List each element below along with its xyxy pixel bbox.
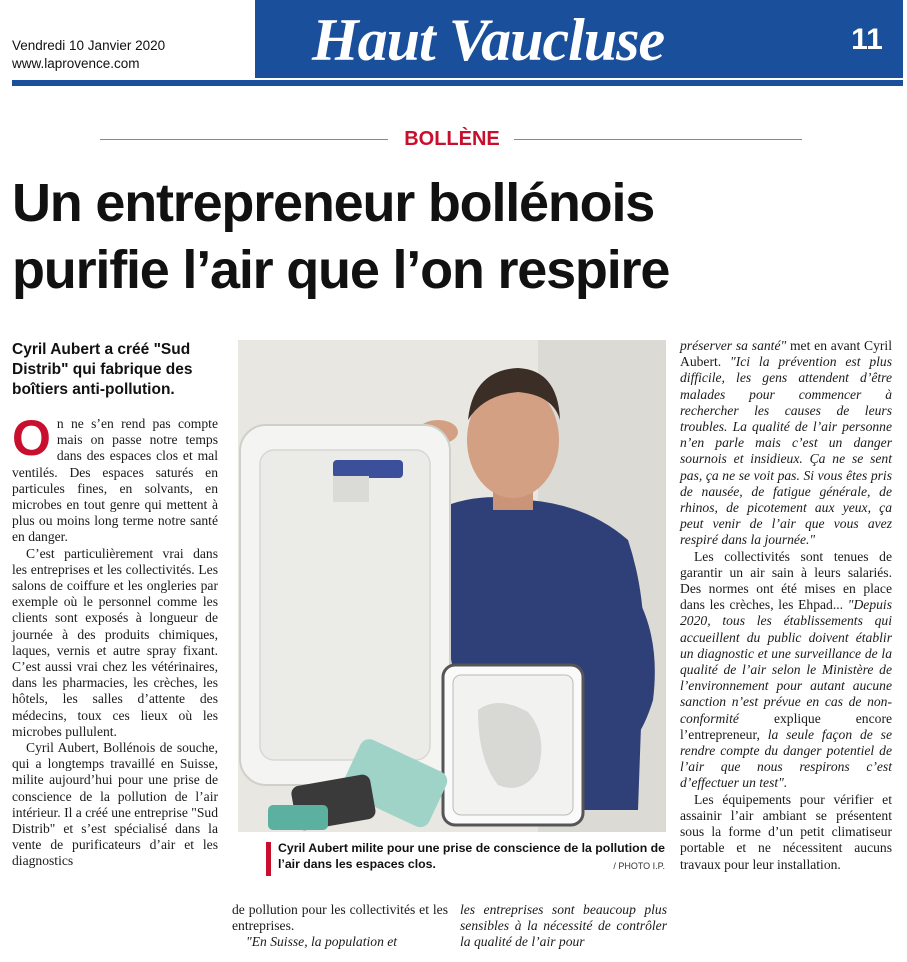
paragraph: Les collectivités sont tenues de garantir un air sain à leurs salariés. Des normes ont été mises en place dans les crèches, les Ehpad... "Depuis 2020, tous les établissements qui accueillent du public doivent établir un diagnostic et une surveillance de la qualité de l’air selon le Ministère de l’environnement pour autant aucune sanction n’est prévue en cas de non-conformité explique encore l’entrepreneur, la seule façon de se rendre compte du danger potentiel de l’air que nous respirons c’est d’effectuer un test". bbox=[680, 548, 892, 791]
section-rule-right bbox=[514, 139, 802, 140]
body-column-2 bbox=[232, 902, 448, 951]
section-rule-left bbox=[100, 139, 388, 140]
paragraph: "En Suisse, la population et bbox=[246, 934, 398, 950]
page-number: 11 bbox=[851, 23, 883, 56]
edition-title: Haut Vaucluse bbox=[312, 7, 665, 73]
standfirst: Cyril Aubert a créé "Sud Distrib" qui fabrique des boîtiers anti-pollution. bbox=[12, 341, 193, 398]
section-label: BOLLÈNE bbox=[404, 128, 500, 150]
masthead-rule bbox=[12, 80, 903, 86]
body-column-1 bbox=[12, 410, 218, 870]
paragraph: préserver sa santé" met en avant Cyril Aubert. "Ici la prévention est plus difficile, les gens attendent d’être malades pour commencer à rechercher les causes de leurs troubles. La qualité de l’air personne n’en parle mais c’est un danger sournois et insidieux. Ça ne se sent pas, ça ne se voit pas. Si vous êtes pris de nausée, de fatigue générale, de rhinos, de picotement aux yeux, ça peut venir de l’air que vous avez respiré dans la journée." bbox=[680, 338, 892, 548]
large-purifier-icon bbox=[240, 425, 450, 785]
paragraph: Les équipements pour vérifier et assainir l’air ambiant se présentent sous la forme d’un petit climatiseur portable et ne nécessitent aucuns travaux pour leur installation. bbox=[680, 791, 892, 872]
paragraph: Cyril Aubert, Bollénois de souche, qui a longtemps travaillé en Suisse, milite aujourd’hui pour une prise de conscience de la pollution de l’air intérieur. Il a créé une entreprise "Sud Distrib" et s’est spécialisé dans la vente de purificateurs d’air et les diagnostics bbox=[12, 740, 218, 869]
paragraph: On ne s’en rend pas compte mais on passe notre temps dans des espaces clos et mal ventilés. Des espaces saturés en particules fines, en solvants, en microbes en tout genre qui mettent à plus ou moins long terme notre santé en danger. bbox=[12, 410, 218, 545]
body-column-4 bbox=[680, 338, 892, 873]
small-purifier-icon bbox=[443, 665, 583, 825]
article-photo bbox=[238, 340, 666, 832]
headline-line-1: Un entrepreneur bollénois bbox=[12, 173, 655, 233]
caption-marker bbox=[266, 842, 271, 876]
paragraph: les entreprises sont beaucoup plus sensibles à la nécessité de contrôler la qualité de l’air pour bbox=[460, 902, 667, 950]
paragraph: C’est particulièrement vrai dans les entreprises et les collectivités. Les salons de coiffure et les ongleries par exemple où le personnel comme les clients sont exposés à longueur de journée à des produits chimiques, laques, vernis et autre spray fixant. C’est aussi vrai chez les vétérinaires, dans les pharmacies, les crèches, les hôtels, les salles d’attente des médecins, toux ces lieux où les microbes pullulent. bbox=[12, 545, 218, 739]
website-link[interactable]: www.laprovence.com bbox=[12, 56, 140, 71]
headline-line-2: purifie l’air que l’on respire bbox=[12, 240, 670, 300]
headline bbox=[12, 170, 902, 304]
photo-caption: Cyril Aubert milite pour une prise de conscience de la pollution de l’air dans les espaces clos. bbox=[278, 841, 665, 871]
body-column-3 bbox=[460, 902, 667, 951]
drop-cap: O bbox=[12, 410, 51, 466]
issue-date: Vendredi 10 Janvier 2020 bbox=[12, 38, 166, 53]
paragraph: de pollution pour les collectivités et les entreprises. bbox=[232, 902, 448, 934]
photo-credit: / PHOTO I.P. bbox=[613, 861, 665, 871]
